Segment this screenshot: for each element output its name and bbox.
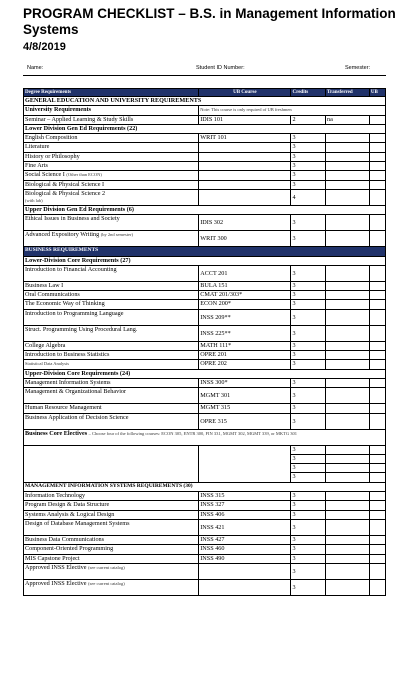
section-header bbox=[24, 97, 386, 106]
table-row bbox=[24, 563, 386, 579]
row-course: INSS 327 bbox=[199, 501, 291, 510]
table-row bbox=[24, 134, 386, 143]
row-course: INSS 490 bbox=[199, 554, 291, 563]
row-course: INSS 209** bbox=[199, 309, 291, 325]
table-row bbox=[24, 473, 386, 482]
row-course: INSS 315 bbox=[199, 492, 291, 501]
row-note: (see current catalog) bbox=[88, 564, 125, 570]
row-credits: 3 bbox=[291, 579, 326, 595]
row-label: University Requirements bbox=[24, 106, 199, 115]
row-label: Introduction to Programming Language bbox=[24, 309, 199, 325]
table-row bbox=[24, 501, 386, 510]
row-course: ACCT 201 bbox=[199, 265, 291, 281]
row-credits: 3 bbox=[291, 300, 326, 309]
row-label: MIS Capstone Project bbox=[24, 554, 199, 563]
row-label: Literature bbox=[24, 143, 199, 152]
table-row bbox=[24, 162, 386, 171]
table-row bbox=[24, 256, 386, 265]
table-row bbox=[24, 291, 386, 300]
row-label: Upper Division Gen Ed Requirements bbox=[25, 205, 126, 213]
table-row bbox=[24, 454, 386, 463]
table-row bbox=[24, 378, 386, 387]
row-note: (Other than ECON) bbox=[66, 172, 102, 178]
row-credits: 3 bbox=[291, 501, 326, 510]
table-row bbox=[24, 388, 386, 404]
section-header bbox=[24, 247, 386, 256]
checklist-table bbox=[23, 88, 386, 596]
row-credits: 3 bbox=[291, 325, 326, 341]
row-credits: 3 bbox=[291, 473, 326, 482]
table-row bbox=[24, 341, 386, 350]
mis-heading: MANAGEMENT INFORMATION SYSTEMS REQUIREMENTS (30) bbox=[24, 482, 386, 491]
row-course: INSS 225** bbox=[199, 325, 291, 341]
row-credits: 3 bbox=[291, 388, 326, 404]
row-credits: 3 bbox=[291, 215, 326, 231]
table-row bbox=[24, 171, 386, 180]
row-label: Struct. Programming Using Procedural Lang. bbox=[24, 325, 199, 341]
table-row bbox=[24, 143, 386, 152]
row-label: Business Core Electives bbox=[25, 429, 88, 437]
row-course: INSS 300* bbox=[199, 378, 291, 387]
row-label: Biological & Physical Science I bbox=[24, 180, 199, 189]
row-label: Component-Oriented Programming bbox=[24, 545, 199, 554]
row-credits: 3 bbox=[291, 563, 326, 579]
row-credits: 3 bbox=[291, 309, 326, 325]
row-credits: 2 bbox=[291, 115, 326, 124]
row-course: OPRE 315 bbox=[199, 413, 291, 429]
row-label: Business Data Communications bbox=[24, 535, 199, 544]
col-ub-course: UB Course bbox=[199, 89, 291, 97]
row-label: English Composition bbox=[24, 134, 199, 143]
row-transferred: na bbox=[326, 115, 370, 124]
table-row bbox=[24, 309, 386, 325]
row-credits: 3 bbox=[291, 180, 326, 189]
student-info-bar bbox=[23, 63, 386, 76]
row-course: MGMT 301 bbox=[199, 388, 291, 404]
checklist-date: 4/8/2019 bbox=[23, 41, 66, 53]
table-row bbox=[24, 205, 386, 214]
row-label: Management & Organizational Behavior bbox=[24, 388, 199, 404]
row-label: Design of Database Management Systems bbox=[24, 519, 199, 535]
row-credits: 3 bbox=[291, 143, 326, 152]
table-row bbox=[24, 351, 386, 360]
row-credits: 3 bbox=[291, 535, 326, 544]
row-credits: 3 bbox=[291, 454, 326, 463]
row-count: (6) bbox=[126, 205, 134, 213]
table-row bbox=[24, 519, 386, 535]
row-note: (with lab) bbox=[25, 197, 43, 203]
row-credits: 3 bbox=[291, 378, 326, 387]
row-note: (by 2nd semester) bbox=[100, 232, 134, 238]
col-degree-requirements: Degree Requirements bbox=[24, 89, 199, 97]
col-ub: UB bbox=[369, 89, 385, 97]
row-label: Business Application of Decision Science bbox=[24, 413, 199, 429]
table-row bbox=[24, 189, 386, 205]
table-row bbox=[24, 404, 386, 413]
row-label: The Economic Way of Thinking bbox=[24, 300, 199, 309]
table-row bbox=[24, 152, 386, 161]
table-row bbox=[24, 180, 386, 189]
row-course: INSS 421 bbox=[199, 519, 291, 535]
table-row bbox=[24, 464, 386, 473]
row-course: INSS 406 bbox=[199, 510, 291, 519]
row-credits: 3 bbox=[291, 152, 326, 161]
row-credits: 3 bbox=[291, 341, 326, 350]
row-credits: 3 bbox=[291, 510, 326, 519]
row-course: MGMT 315 bbox=[199, 404, 291, 413]
table-row bbox=[24, 579, 386, 595]
name-label: Name: bbox=[27, 65, 44, 71]
table-row bbox=[24, 115, 386, 124]
table-row bbox=[24, 554, 386, 563]
row-label: Introduction to Financial Accounting bbox=[24, 265, 199, 281]
row-label: Advanced Expository Writing bbox=[25, 231, 100, 239]
row-credits: 3 bbox=[291, 162, 326, 171]
row-label: Fine Arts bbox=[24, 162, 199, 171]
row-note: Note: This course is only required of UB freshmen bbox=[199, 106, 386, 115]
table-row bbox=[24, 124, 386, 133]
table-row bbox=[24, 545, 386, 554]
row-note: – Choose four of the following courses: ECON 305, ENTR 300, FIN 331, MGMT 302, MGMT 339, or MKTG 301 bbox=[88, 430, 297, 436]
row-course: WRIT 101 bbox=[199, 134, 291, 143]
row-credits: 3 bbox=[291, 281, 326, 290]
semester-label: Semester: bbox=[345, 65, 371, 71]
row-credits: 3 bbox=[291, 360, 326, 369]
table-row bbox=[24, 510, 386, 519]
row-label: History or Philosophy bbox=[24, 152, 199, 161]
row-course: WRIT 300 bbox=[199, 231, 291, 247]
row-label: Program Design & Data Structure bbox=[24, 501, 199, 510]
row-label: Biological & Physical Science 2 bbox=[25, 189, 106, 197]
row-course: ECON 200* bbox=[199, 300, 291, 309]
row-label: Statistical Data Analysis bbox=[24, 360, 199, 369]
table-header bbox=[24, 89, 386, 97]
row-credits: 3 bbox=[291, 519, 326, 535]
row-label: Approved INSS Elective bbox=[25, 579, 87, 587]
row-label: College Algebra bbox=[24, 341, 199, 350]
row-course: CMAT 201/303* bbox=[199, 291, 291, 300]
table-row bbox=[24, 360, 386, 369]
row-label: Seminar – Applied Learning & Study Skills bbox=[24, 115, 199, 124]
table-row bbox=[24, 535, 386, 544]
table-row bbox=[24, 413, 386, 429]
page-title: PROGRAM CHECKLIST – B.S. in Management Information Systems bbox=[23, 6, 396, 37]
table-row bbox=[24, 445, 386, 454]
row-course: INSS 460 bbox=[199, 545, 291, 554]
table-row bbox=[24, 265, 386, 281]
row-label: Lower Division Gen Ed Requirements bbox=[25, 124, 126, 132]
row-credits: 3 bbox=[291, 492, 326, 501]
row-label: Information Technology bbox=[24, 492, 199, 501]
table-row bbox=[24, 281, 386, 290]
table-row bbox=[24, 231, 386, 247]
row-label: Approved INSS Elective bbox=[25, 563, 87, 571]
row-course: IDIS 101 bbox=[199, 115, 291, 124]
row-credits: 3 bbox=[291, 134, 326, 143]
row-credits: 3 bbox=[291, 404, 326, 413]
row-course: IDIS 302 bbox=[199, 215, 291, 231]
gen-ed-heading: GENERAL EDUCATION AND UNIVERSITY REQUIREMENTS bbox=[24, 97, 386, 106]
table-row bbox=[24, 429, 386, 445]
row-credits: 3 bbox=[291, 554, 326, 563]
row-label: Upper-Division Core Requirements (24) bbox=[24, 369, 386, 378]
table-row bbox=[24, 325, 386, 341]
row-label: Human Resource Management bbox=[24, 404, 199, 413]
row-label: Management Information Systems bbox=[24, 378, 199, 387]
row-label: Systems Analysis & Logical Design bbox=[24, 510, 199, 519]
table-row bbox=[24, 215, 386, 231]
row-credits: 4 bbox=[291, 189, 326, 205]
row-credits: 3 bbox=[291, 171, 326, 180]
table-row bbox=[24, 492, 386, 501]
row-label: Oral Communications bbox=[24, 291, 199, 300]
col-credits: Credits bbox=[291, 89, 326, 97]
row-label: Business Law I bbox=[24, 281, 199, 290]
row-label: Ethical Issues in Business and Society bbox=[24, 215, 199, 231]
row-course: OPRE 202 bbox=[199, 360, 291, 369]
row-course: MATH 111* bbox=[199, 341, 291, 350]
row-credits: 3 bbox=[291, 545, 326, 554]
row-label: Lower-Division Core Requirements (27) bbox=[24, 256, 386, 265]
row-credits: 3 bbox=[291, 231, 326, 247]
row-credits: 3 bbox=[291, 351, 326, 360]
section-header bbox=[24, 482, 386, 491]
table-row bbox=[24, 106, 386, 115]
row-note: (see current catalog) bbox=[88, 580, 125, 586]
student-id-label: Student ID Number: bbox=[196, 65, 245, 71]
table-row bbox=[24, 300, 386, 309]
row-label: Social Science I bbox=[25, 171, 65, 179]
table-row bbox=[24, 369, 386, 378]
row-credits: 3 bbox=[291, 445, 326, 454]
row-credits: 3 bbox=[291, 413, 326, 429]
row-credits: 3 bbox=[291, 291, 326, 300]
col-transferred: Transferred bbox=[326, 89, 370, 97]
row-course: OPRE 201 bbox=[199, 351, 291, 360]
row-label: Introduction to Business Statistics bbox=[24, 351, 199, 360]
row-count: (22) bbox=[127, 124, 138, 132]
row-credits: 3 bbox=[291, 265, 326, 281]
row-credits: 3 bbox=[291, 464, 326, 473]
business-heading: BUSINESS REQUIREMENTS bbox=[24, 247, 386, 256]
row-course: INSS 427 bbox=[199, 535, 291, 544]
row-course: BULA 151 bbox=[199, 281, 291, 290]
